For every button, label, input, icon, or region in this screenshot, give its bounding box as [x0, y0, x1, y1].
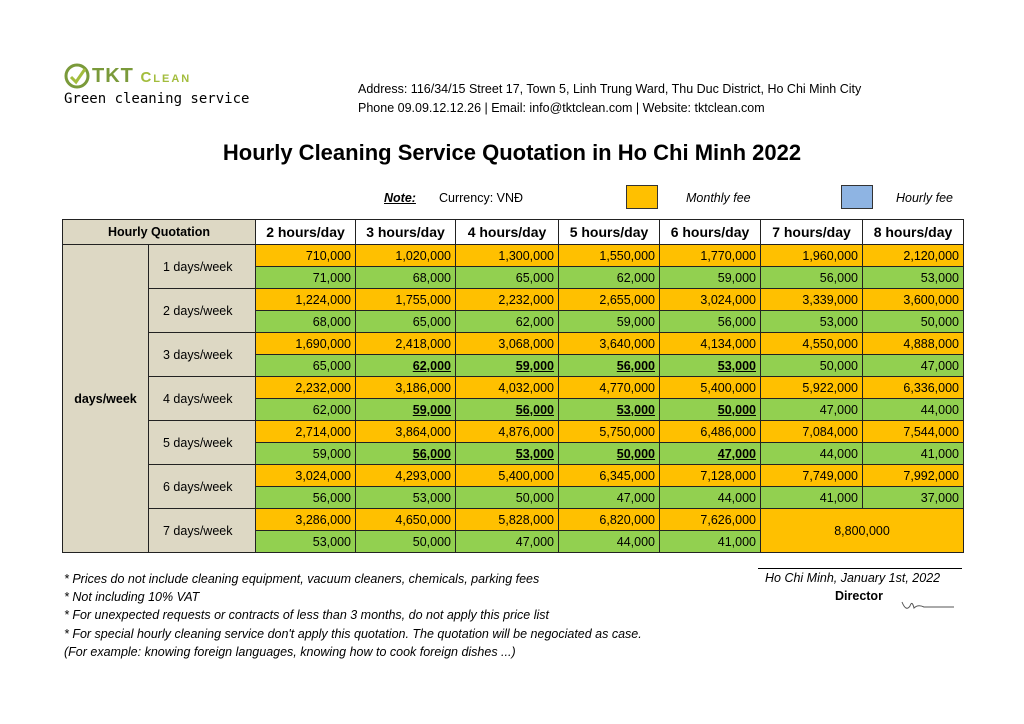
- hourly-fee-cell: 62,000: [256, 399, 356, 421]
- row-group-label: days/week: [63, 245, 149, 553]
- hourly-fee-cell: 62,000: [456, 311, 559, 333]
- hourly-fee-cell: 56,000: [256, 487, 356, 509]
- monthly-fee-cell: 1,224,000: [256, 289, 356, 311]
- monthly-fee-cell: 1,770,000: [660, 245, 761, 267]
- hourly-fee-cell: 56,000: [356, 443, 456, 465]
- signature-place-date: Ho Chi Minh, January 1st, 2022: [765, 571, 941, 585]
- monthly-fee-cell: 3,640,000: [559, 333, 660, 355]
- monthly-fee-cell: 5,400,000: [660, 377, 761, 399]
- monthly-fee-cell: 6,336,000: [863, 377, 964, 399]
- hourly-fee-cell: 62,000: [356, 355, 456, 377]
- monthly-fee-cell: 1,300,000: [456, 245, 559, 267]
- row-label: 1 days/week: [149, 245, 256, 289]
- monthly-fee-cell: 3,068,000: [456, 333, 559, 355]
- hourly-fee-cell: 47,000: [761, 399, 863, 421]
- row-label: 7 days/week: [149, 509, 256, 553]
- monthly-fee-cell: 7,626,000: [660, 509, 761, 531]
- hourly-fee-cell: 59,000: [559, 311, 660, 333]
- monthly-fee-cell: 7,084,000: [761, 421, 863, 443]
- monthly-fee-label: Monthly fee: [686, 191, 751, 205]
- company-logo: [64, 63, 250, 113]
- monthly-fee-cell: 7,544,000: [863, 421, 964, 443]
- company-contact: [358, 80, 861, 118]
- hourly-fee-label: Hourly fee: [896, 191, 953, 205]
- table-row-monthly: [63, 509, 964, 531]
- hourly-fee-cell: 56,000: [559, 355, 660, 377]
- monthly-fee-cell: 4,293,000: [356, 465, 456, 487]
- table-row-monthly: [63, 465, 964, 487]
- monthly-fee-cell: 4,876,000: [456, 421, 559, 443]
- footnote: (For example: knowing foreign languages, knowing how to cook foreign dishes ...): [64, 644, 516, 659]
- footnote: * For special hourly cleaning service don't apply this quotation. The quotation will be negociated as case.: [64, 626, 642, 641]
- column-header: 2 hours/day: [256, 220, 356, 245]
- hourly-fee-cell: 53,000: [356, 487, 456, 509]
- monthly-fee-cell: 3,339,000: [761, 289, 863, 311]
- hourly-fee-cell: 50,000: [863, 311, 964, 333]
- hourly-fee-swatch: [841, 185, 873, 209]
- hourly-fee-cell: 41,000: [761, 487, 863, 509]
- footnote: * Not including 10% VAT: [64, 590, 200, 605]
- hourly-fee-cell: 59,000: [660, 267, 761, 289]
- leaf-icon: [64, 63, 90, 89]
- column-header: 3 hours/day: [356, 220, 456, 245]
- hourly-fee-cell: 65,000: [256, 355, 356, 377]
- monthly-fee-cell: 7,749,000: [761, 465, 863, 487]
- hourly-fee-cell: 53,000: [660, 355, 761, 377]
- brand-name-suffix: Clean: [140, 69, 192, 86]
- monthly-fee-cell: 2,418,000: [356, 333, 456, 355]
- monthly-fee-cell: 3,286,000: [256, 509, 356, 531]
- hourly-fee-cell: 37,000: [863, 487, 964, 509]
- hourly-fee-cell: 53,000: [456, 443, 559, 465]
- hourly-fee-cell: 56,000: [761, 267, 863, 289]
- monthly-fee-cell: 6,345,000: [559, 465, 660, 487]
- monthly-fee-cell: 7,128,000: [660, 465, 761, 487]
- monthly-fee-cell: 5,828,000: [456, 509, 559, 531]
- monthly-fee-cell: 6,820,000: [559, 509, 660, 531]
- hourly-fee-cell: 53,000: [761, 311, 863, 333]
- handwritten-signature: [900, 596, 956, 616]
- hourly-fee-cell: 56,000: [660, 311, 761, 333]
- hourly-fee-cell: 68,000: [256, 311, 356, 333]
- hourly-fee-cell: 50,000: [356, 531, 456, 553]
- hourly-fee-cell: 62,000: [559, 267, 660, 289]
- monthly-fee-cell: 2,232,000: [256, 377, 356, 399]
- page-title: Hourly Cleaning Service Quotation in Ho Chi Minh 2022: [222, 140, 802, 165]
- monthly-fee-cell: 4,770,000: [559, 377, 660, 399]
- monthly-fee-cell: 4,650,000: [356, 509, 456, 531]
- monthly-fee-cell: 5,400,000: [456, 465, 559, 487]
- column-header: 4 hours/day: [456, 220, 559, 245]
- monthly-fee-cell: 3,024,000: [660, 289, 761, 311]
- table-corner-header: Hourly Quotation: [63, 220, 256, 245]
- row-label: 5 days/week: [149, 421, 256, 465]
- hourly-fee-cell: 68,000: [356, 267, 456, 289]
- hourly-fee-cell: 53,000: [863, 267, 964, 289]
- hourly-fee-cell: 44,000: [660, 487, 761, 509]
- monthly-fee-cell: 2,655,000: [559, 289, 660, 311]
- monthly-fee-cell: 1,690,000: [256, 333, 356, 355]
- monthly-fee-cell: 2,232,000: [456, 289, 559, 311]
- table-header-row: [63, 220, 964, 245]
- signature-divider: [758, 568, 962, 569]
- monthly-fee-cell: 2,120,000: [863, 245, 964, 267]
- hourly-fee-cell: 47,000: [660, 443, 761, 465]
- table-row-monthly: [63, 289, 964, 311]
- merged-fee-cell: 8,800,000: [761, 509, 964, 553]
- hourly-fee-cell: 53,000: [559, 399, 660, 421]
- quotation-table: [62, 219, 964, 553]
- hourly-fee-cell: 65,000: [456, 267, 559, 289]
- hourly-fee-cell: 47,000: [863, 355, 964, 377]
- brand-name: [92, 65, 191, 88]
- monthly-fee-cell: 4,032,000: [456, 377, 559, 399]
- table-row-monthly: [63, 377, 964, 399]
- table-body: [63, 245, 964, 553]
- hourly-fee-cell: 44,000: [863, 399, 964, 421]
- row-label: 3 days/week: [149, 333, 256, 377]
- monthly-fee-cell: 5,922,000: [761, 377, 863, 399]
- row-label: 2 days/week: [149, 289, 256, 333]
- hourly-fee-cell: 41,000: [863, 443, 964, 465]
- monthly-fee-cell: 1,755,000: [356, 289, 456, 311]
- table-row-monthly: [63, 245, 964, 267]
- hourly-fee-cell: 50,000: [559, 443, 660, 465]
- monthly-fee-cell: 3,186,000: [356, 377, 456, 399]
- monthly-fee-cell: 1,550,000: [559, 245, 660, 267]
- hourly-fee-cell: 59,000: [456, 355, 559, 377]
- hourly-fee-cell: 50,000: [660, 399, 761, 421]
- monthly-fee-cell: 1,020,000: [356, 245, 456, 267]
- brand-tagline: Green cleaning service: [64, 91, 250, 107]
- hourly-fee-cell: 53,000: [256, 531, 356, 553]
- hourly-fee-cell: 50,000: [761, 355, 863, 377]
- footnote: * Prices do not include cleaning equipment, vacuum cleaners, chemicals, parking fees: [64, 572, 540, 586]
- signature-role: Director: [835, 589, 883, 603]
- monthly-fee-cell: 3,024,000: [256, 465, 356, 487]
- monthly-fee-swatch: [626, 185, 658, 209]
- currency-note: Currency: VNĐ: [439, 191, 524, 205]
- table-row-monthly: [63, 333, 964, 355]
- column-header: 8 hours/day: [863, 220, 964, 245]
- hourly-fee-cell: 44,000: [761, 443, 863, 465]
- brand-name-main: TKT: [92, 65, 134, 87]
- monthly-fee-cell: 4,888,000: [863, 333, 964, 355]
- monthly-fee-cell: 1,960,000: [761, 245, 863, 267]
- monthly-fee-cell: 3,600,000: [863, 289, 964, 311]
- footnote: * For unexpected requests or contracts of less than 3 months, do not apply this price list: [64, 608, 549, 623]
- row-label: 6 days/week: [149, 465, 256, 509]
- hourly-fee-cell: 71,000: [256, 267, 356, 289]
- company-phone-email-web: Phone 09.09.12.12.26 | Email: info@tktclean.com | Website: tktclean.com: [358, 101, 765, 115]
- column-header: 6 hours/day: [660, 220, 761, 245]
- monthly-fee-cell: 5,750,000: [559, 421, 660, 443]
- row-label: 4 days/week: [149, 377, 256, 421]
- note-label: Note:: [384, 191, 416, 205]
- hourly-fee-cell: 59,000: [256, 443, 356, 465]
- monthly-fee-cell: 6,486,000: [660, 421, 761, 443]
- hourly-fee-cell: 47,000: [456, 531, 559, 553]
- hourly-fee-cell: 65,000: [356, 311, 456, 333]
- company-address: Address: 116/34/15 Street 17, Town 5, Linh Trung Ward, Thu Duc District, Ho Chi Minh City: [358, 82, 862, 96]
- hourly-fee-cell: 56,000: [456, 399, 559, 421]
- monthly-fee-cell: 4,134,000: [660, 333, 761, 355]
- hourly-fee-cell: 44,000: [559, 531, 660, 553]
- column-header: 5 hours/day: [559, 220, 660, 245]
- monthly-fee-cell: 3,864,000: [356, 421, 456, 443]
- column-header: 7 hours/day: [761, 220, 863, 245]
- hourly-fee-cell: 47,000: [559, 487, 660, 509]
- monthly-fee-cell: 4,550,000: [761, 333, 863, 355]
- monthly-fee-cell: 7,992,000: [863, 465, 964, 487]
- footnotes: [64, 570, 642, 661]
- monthly-fee-cell: 710,000: [256, 245, 356, 267]
- hourly-fee-cell: 50,000: [456, 487, 559, 509]
- hourly-fee-cell: 41,000: [660, 531, 761, 553]
- monthly-fee-cell: 2,714,000: [256, 421, 356, 443]
- table-row-monthly: [63, 421, 964, 443]
- hourly-fee-cell: 59,000: [356, 399, 456, 421]
